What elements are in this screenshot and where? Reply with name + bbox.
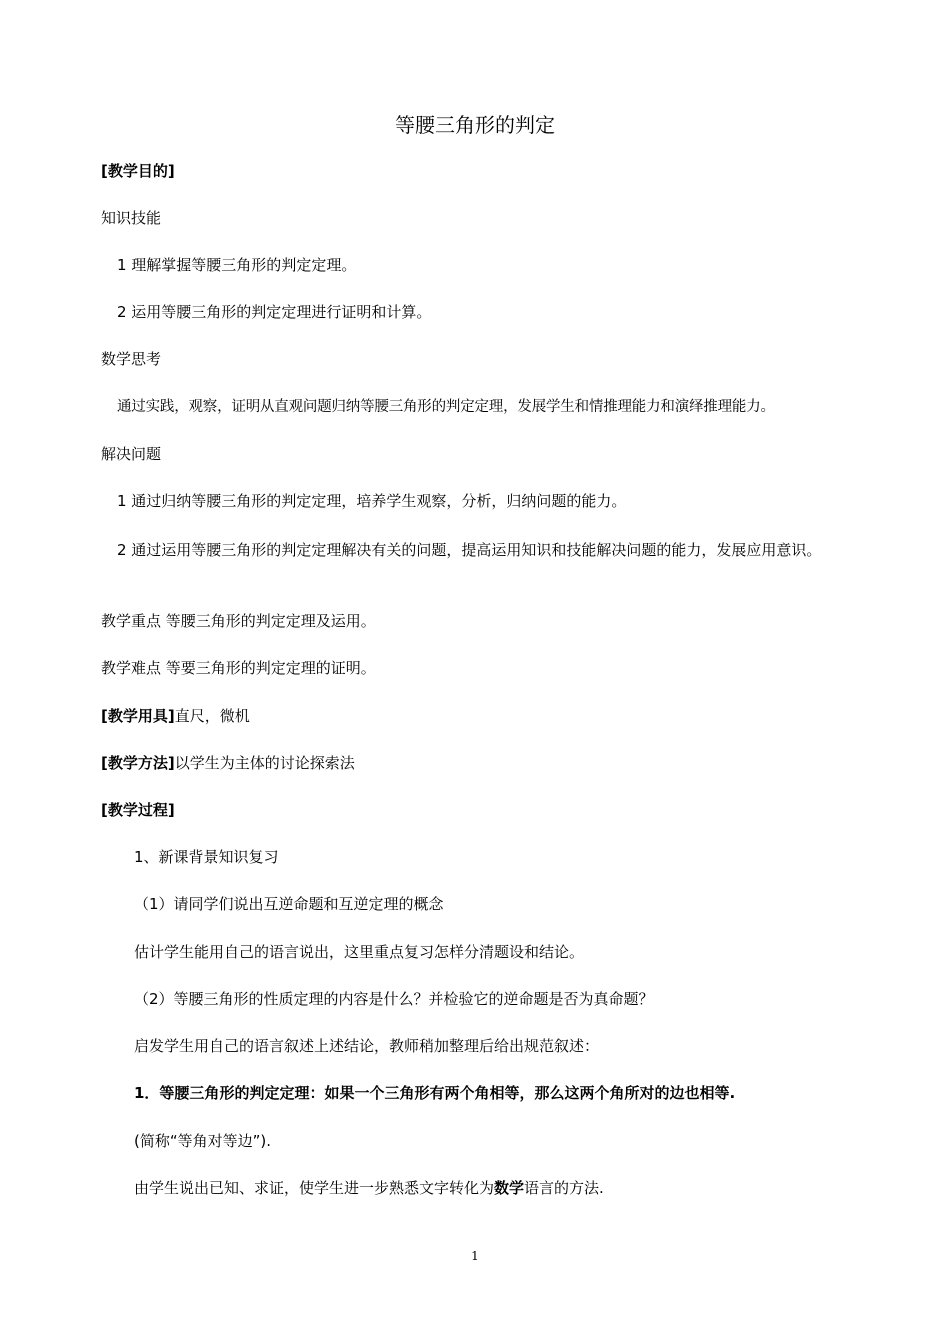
page-number: 1 (471, 1249, 479, 1263)
theorem-short-name: (简称“等角对等边”). (134, 1132, 272, 1150)
difficulty: 教学难点 等要三角形的判定定理的证明。 (101, 659, 376, 677)
problem-heading: 解决问题 (101, 445, 162, 463)
knowledge-item-1: 1 理解掌握等腰三角形的判定定理。 (117, 256, 357, 274)
theorem-statement: 1．等腰三角形的判定定理：如果一个三角形有两个角相等，那么这两个角所对的边也相等. (134, 1084, 736, 1102)
process-heading: [教学过程] (101, 801, 175, 819)
knowledge-heading: 知识技能 (101, 209, 162, 227)
method-label: [教学方法] (101, 754, 175, 772)
objective-heading: [教学目的] (101, 162, 175, 180)
thinking-text: 通过实践，观察，证明从直观问题归纳等腰三角形的判定定理，发展学生和情推理能力和演绎推理能力。 (117, 399, 775, 415)
method-text: 以学生为主体的讨论探索法 (174, 754, 355, 772)
proof-intro-part-b: 语言的方法. (524, 1179, 604, 1197)
problem-item-2: 2 通过运用等腰三角形的判定定理解决有关的问题，提高运用知识和技能解决问题的能力，发展应用意识。 (117, 541, 822, 559)
process-question-1: （1）请同学们说出互逆命题和互逆定理的概念 (134, 895, 444, 913)
knowledge-item-2: 2 运用等腰三角形的判定定理进行证明和计算。 (117, 303, 432, 321)
tools-text: 直尺，微机 (174, 707, 250, 725)
process-question-1-note: 估计学生能用自己的语言说出，这里重点复习怎样分清题设和结论。 (134, 943, 585, 961)
document-title: 等腰三角形的判定 (395, 113, 555, 137)
proof-intro (134, 1177, 604, 1199)
key-point: 教学重点 等腰三角形的判定定理及运用。 (101, 612, 376, 630)
tools-line (101, 705, 250, 727)
process-question-2: （2）等腰三角形的性质定理的内容是什么？并检验它的逆命题是否为真命题？ (134, 990, 654, 1008)
proof-intro-part-a: 由学生说出已知、求证，使学生进一步熟悉文字转化为 (134, 1179, 495, 1197)
process-question-2-note: 启发学生用自己的语言叙述上述结论，教师稍加整理后给出规范叙述： (134, 1037, 600, 1055)
method-line (101, 752, 355, 774)
tools-label: [教学用具] (101, 707, 175, 725)
problem-item-1: 1 通过归纳等腰三角形的判定定理，培养学生观察，分析，归纳问题的能力。 (117, 492, 627, 510)
proof-intro-bold: 数学 (494, 1179, 525, 1197)
thinking-heading: 数学思考 (101, 350, 162, 368)
process-step-1: 1、新课背景知识复习 (134, 848, 279, 866)
